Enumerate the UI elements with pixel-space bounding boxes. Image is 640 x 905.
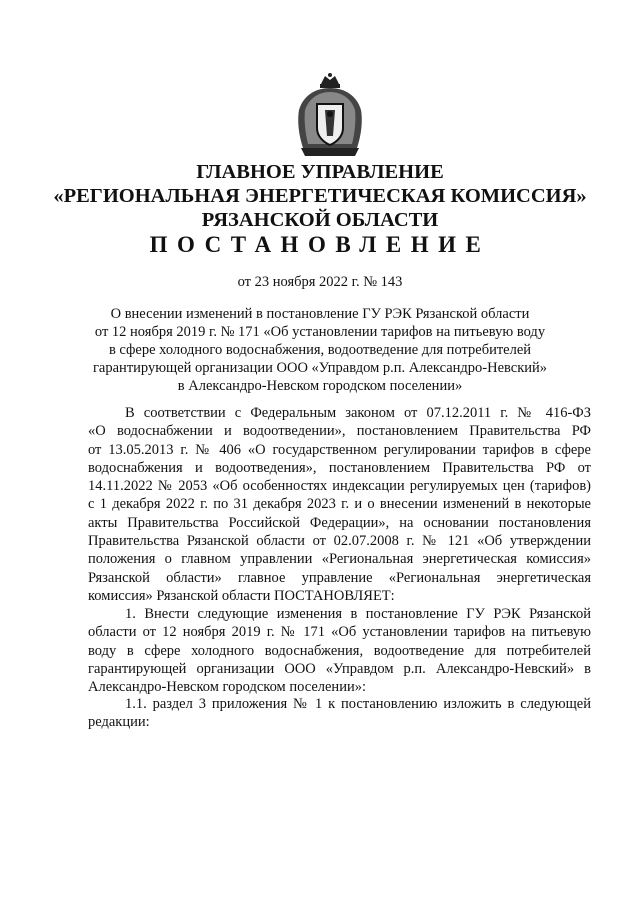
agency-name bbox=[40, 160, 600, 232]
agency-line-2: «РЕГИОНАЛЬНАЯ ЭНЕРГЕТИЧЕСКАЯ КОМИССИЯ» bbox=[53, 185, 587, 207]
item-1-line: воду в сфере холодного водоснабжения, водоотведение для потребителей bbox=[88, 642, 591, 659]
item-1-line: гарантирующей организации ООО «Управдом р.п. Александро-Невский» в bbox=[88, 660, 591, 677]
item-1-1-paragraph bbox=[88, 695, 591, 732]
document-subject bbox=[60, 305, 580, 395]
subject-line: от 12 ноября 2019 г. № 171 «Об установлении тарифов на питьевую воду bbox=[94, 324, 546, 340]
item-1-line: Александро-Невском городском поселении»: bbox=[88, 679, 366, 696]
item-1-line: 1. Внести следующие изменения в постановление ГУ РЭК Рязанской bbox=[125, 606, 591, 622]
date-and-number: от 23 ноября 2022 г. № 143 bbox=[237, 274, 403, 290]
item-1-line: области от 12 ноября 2019 г. № 171 «Об установлении тарифов на питьевую bbox=[88, 624, 591, 641]
preamble-line: с 1 декабря 2022 г. по 31 декабря 2023 г. и о внесении изменений в некоторые bbox=[88, 496, 591, 513]
item-1-paragraph bbox=[88, 605, 591, 696]
preamble-line: В соответствии с Федеральным законом от 07.12.2011 г. № 416-ФЗ bbox=[125, 405, 591, 421]
subject-line: в Александро-Невском городском поселении» bbox=[177, 378, 463, 394]
preamble-line: от 13.05.2013 г. № 406 «О государственном регулировании тарифов в сфере bbox=[88, 441, 591, 458]
item-1-1-line: 1.1. раздел 3 приложения № 1 к постановлению изложить в следующей bbox=[125, 696, 591, 712]
preamble-paragraph bbox=[88, 404, 591, 605]
preamble-line: комиссия» Рязанской области ПОСТАНОВЛЯЕТ: bbox=[88, 587, 395, 604]
preamble-line: положения о главном управлении «Региональная энергетическая комиссия» bbox=[88, 551, 591, 568]
preamble-line: акты Правительства Российской Федерации», на основании постановления bbox=[88, 514, 591, 531]
item-1-1-line: редакции: bbox=[88, 714, 150, 731]
subject-line: в сфере холодного водоснабжения, водоотведение для потребителей bbox=[108, 342, 532, 358]
subject-line: О внесении изменений в постановление ГУ РЭК Рязанской области bbox=[110, 306, 530, 322]
preamble-line: водоснабжения и водоотведения», постановлением Правительства РФ от bbox=[88, 459, 591, 476]
document-type-title: ПОСТАНОВЛЕНИЕ bbox=[149, 232, 491, 257]
preamble-line: 14.11.2022 № 2053 «Об особенностях индексации регулируемых цен (тарифов) bbox=[88, 478, 591, 495]
subject-line: гарантирующей организации ООО «Управдом р.п. Александро-Невский» bbox=[92, 360, 548, 376]
preamble-line: Правительства Рязанской области от 02.07.2008 г. № 121 «Об утверждении bbox=[88, 533, 591, 550]
preamble-line: «О водоснабжении и водоотведении», постановлением Правительства РФ bbox=[88, 423, 591, 440]
agency-line-3: РЯЗАНСКОЙ ОБЛАСТИ bbox=[201, 209, 439, 231]
preamble-line: Рязанской области» главное управление «Региональная энергетическая bbox=[88, 569, 591, 586]
coat-of-arms-emblem bbox=[295, 70, 365, 158]
agency-line-1: ГЛАВНОЕ УПРАВЛЕНИЕ bbox=[196, 161, 444, 183]
